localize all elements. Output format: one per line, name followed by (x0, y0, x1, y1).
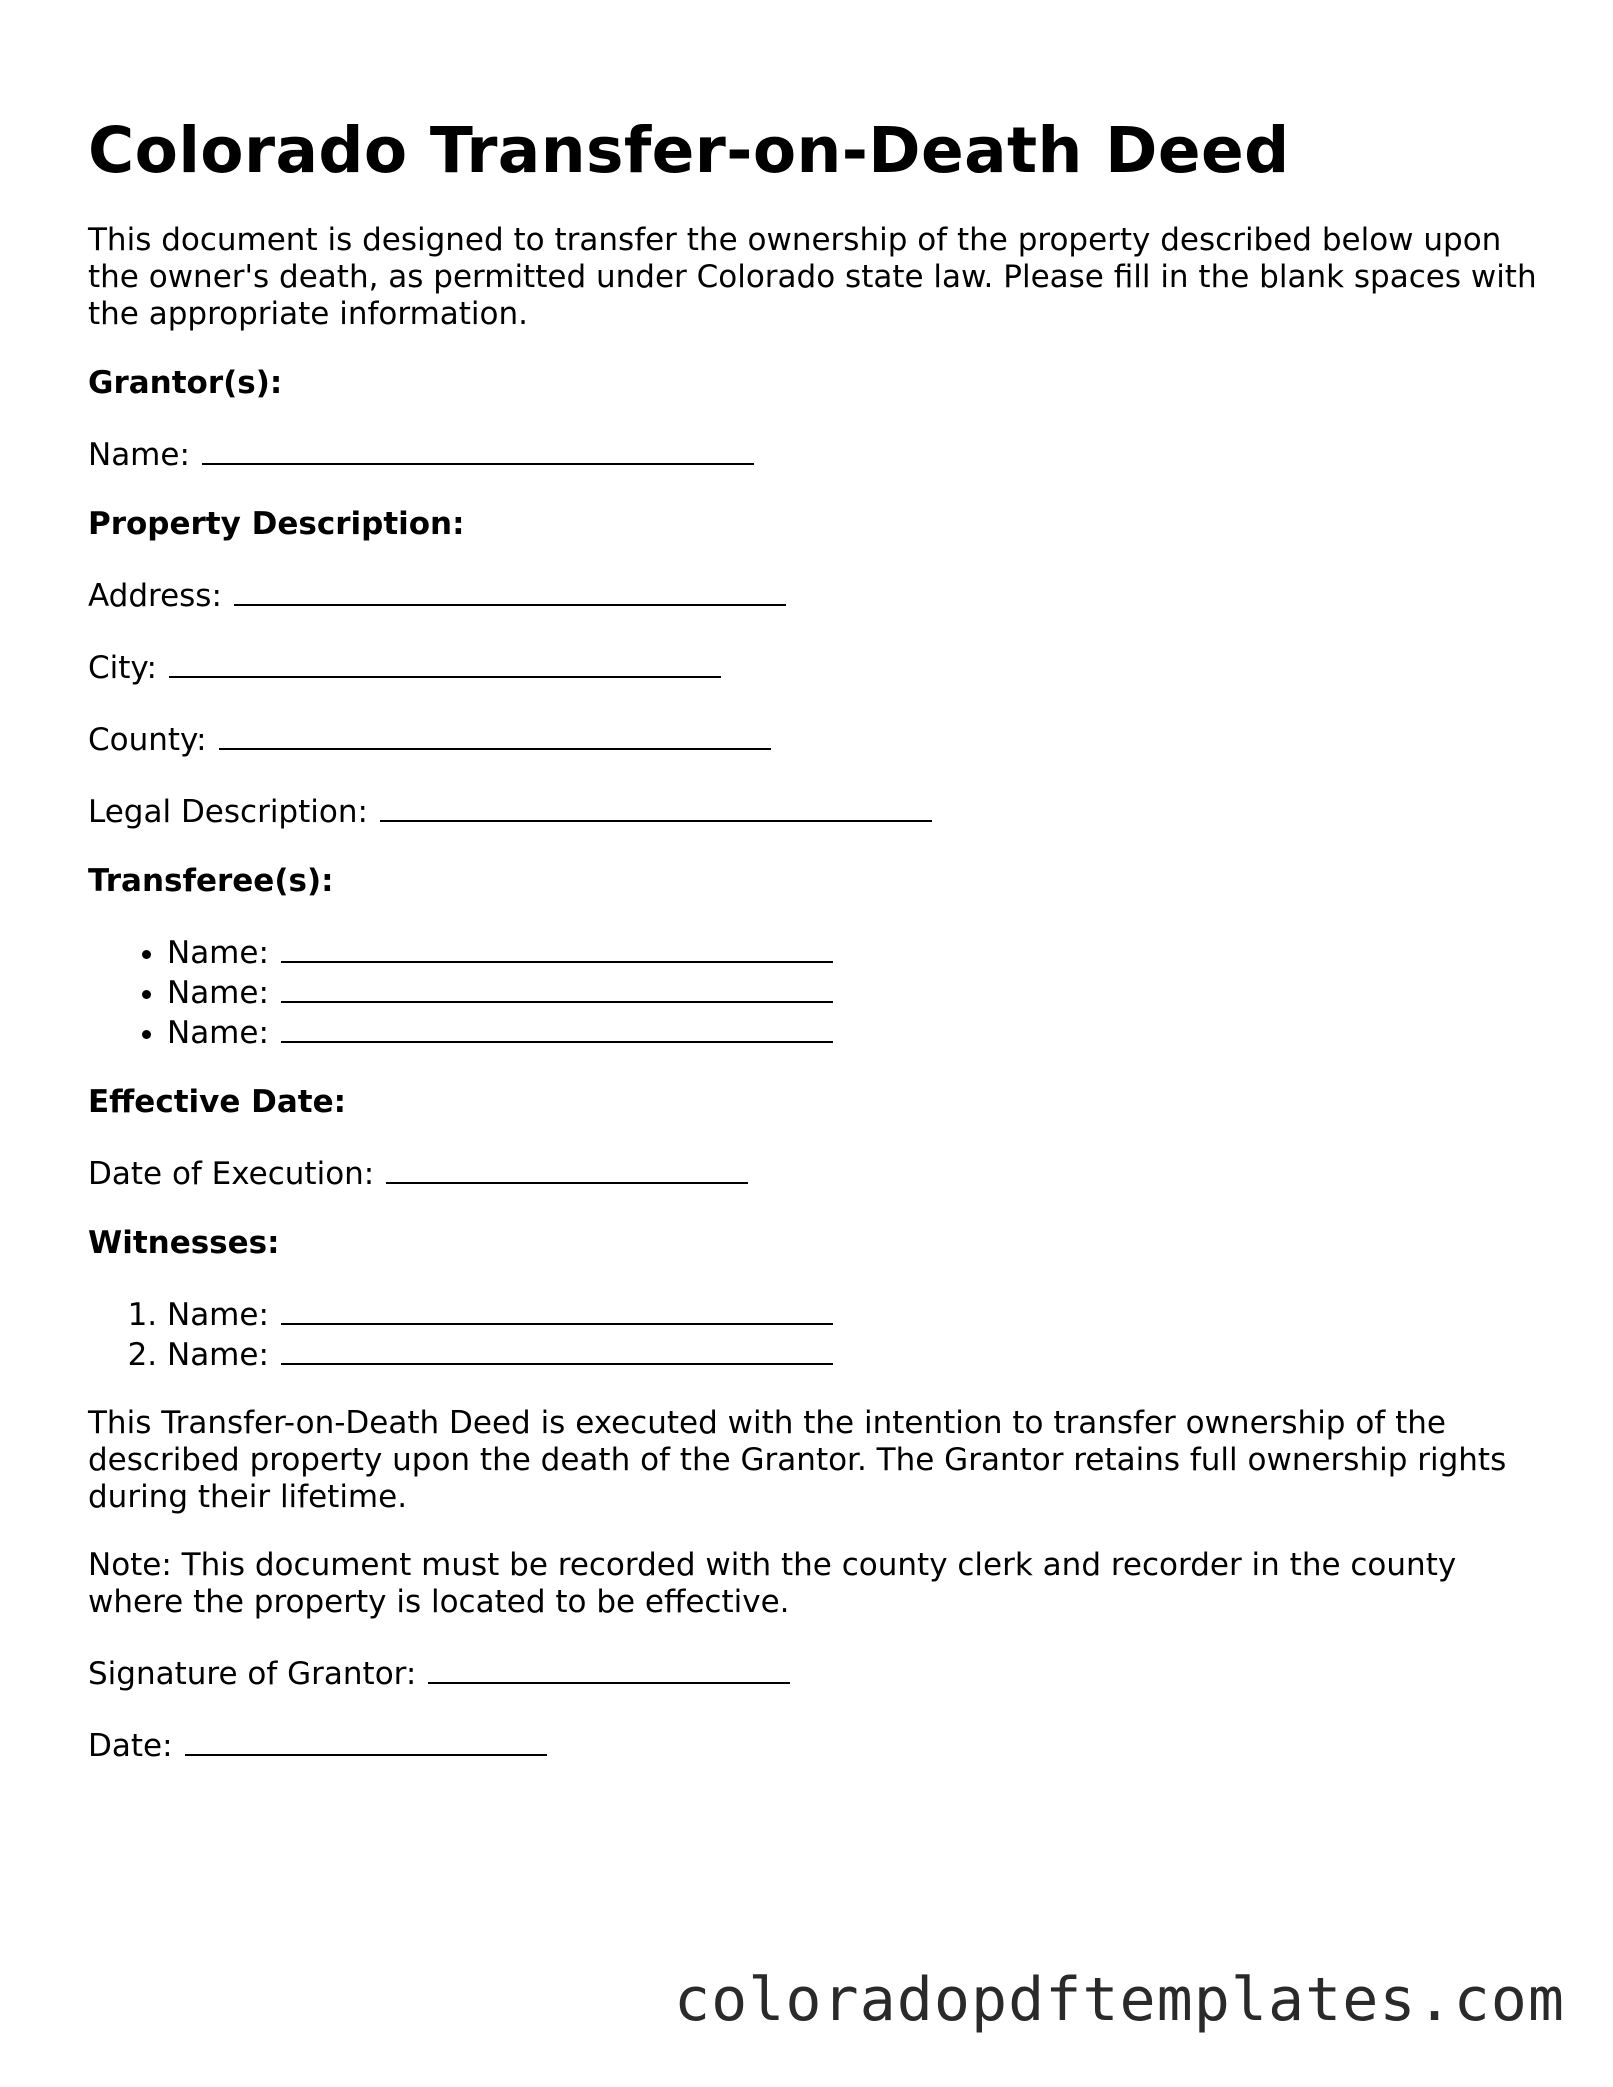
statement-paragraph: This Transfer-on-Death Deed is executed with the intention to transfer ownership of the described property upon the death of the Grantor. The Grantor retains full ownership rights during their lifetime. (88, 1405, 1507, 1515)
grantor-name-field (88, 434, 1538, 474)
city-field (88, 647, 1538, 687)
effective-date-heading: Effective Date: (88, 1084, 347, 1120)
grantor-name-label: Name: (88, 437, 190, 473)
property-heading: Property Description: (88, 506, 465, 542)
transferee-name-label: Name: (167, 975, 269, 1011)
legal-description-label: Legal Description: (88, 794, 368, 830)
execution-date-blank[interactable] (386, 1153, 748, 1184)
witness-name-label: Name: (167, 1297, 269, 1333)
address-label: Address: (88, 578, 222, 614)
legal-description-blank[interactable] (380, 791, 932, 822)
list-item (167, 972, 1538, 1012)
transferees-heading: Transferee(s): (88, 863, 334, 899)
city-blank[interactable] (169, 647, 721, 678)
witnesses-heading: Witnesses: (88, 1225, 280, 1261)
transferee-name-blank[interactable] (281, 1012, 833, 1043)
witness-name-label: Name: (167, 1337, 269, 1373)
date-blank[interactable] (185, 1725, 547, 1756)
address-blank[interactable] (234, 575, 786, 606)
transferee-name-blank[interactable] (281, 932, 833, 963)
city-label: City: (88, 650, 157, 686)
witness-name-blank[interactable] (281, 1294, 833, 1325)
transferee-name-label: Name: (167, 935, 269, 971)
transferee-name-blank[interactable] (281, 972, 833, 1003)
site-watermark: coloradopdftemplates.com (674, 1965, 1565, 2035)
signature-field (88, 1653, 1538, 1693)
signature-blank[interactable] (428, 1653, 790, 1684)
transferee-list (88, 932, 1538, 1052)
witness-name-blank[interactable] (281, 1334, 833, 1365)
date-label: Date: (88, 1728, 173, 1764)
county-blank[interactable] (219, 719, 771, 750)
list-item (167, 1012, 1538, 1052)
list-item (167, 1334, 1538, 1374)
execution-date-field (88, 1153, 1538, 1193)
county-field (88, 719, 1538, 759)
deed-document (88, 108, 1538, 1765)
intro-paragraph: This document is designed to transfer the ownership of the property described below upon the owner's death, as permitted under Colorado state law. Please fill in the blank spaces with the appropriate information. (88, 222, 1537, 332)
legal-description-field (88, 791, 1538, 831)
list-item (167, 932, 1538, 972)
grantor-name-blank[interactable] (202, 434, 754, 465)
list-item (167, 1294, 1538, 1334)
date-field (88, 1725, 1538, 1765)
witness-list (88, 1294, 1538, 1374)
execution-date-label: Date of Execution: (88, 1156, 375, 1192)
note-paragraph: Note: This document must be recorded with the county clerk and recorder in the county where the property is located to be effective. (88, 1547, 1457, 1620)
grantor-heading: Grantor(s): (88, 365, 283, 401)
page-title: Colorado Transfer-on-Death Deed (88, 114, 1290, 187)
transferee-name-label: Name: (167, 1015, 269, 1051)
signature-label: Signature of Grantor: (88, 1656, 417, 1692)
county-label: County: (88, 722, 207, 758)
address-field (88, 575, 1538, 615)
